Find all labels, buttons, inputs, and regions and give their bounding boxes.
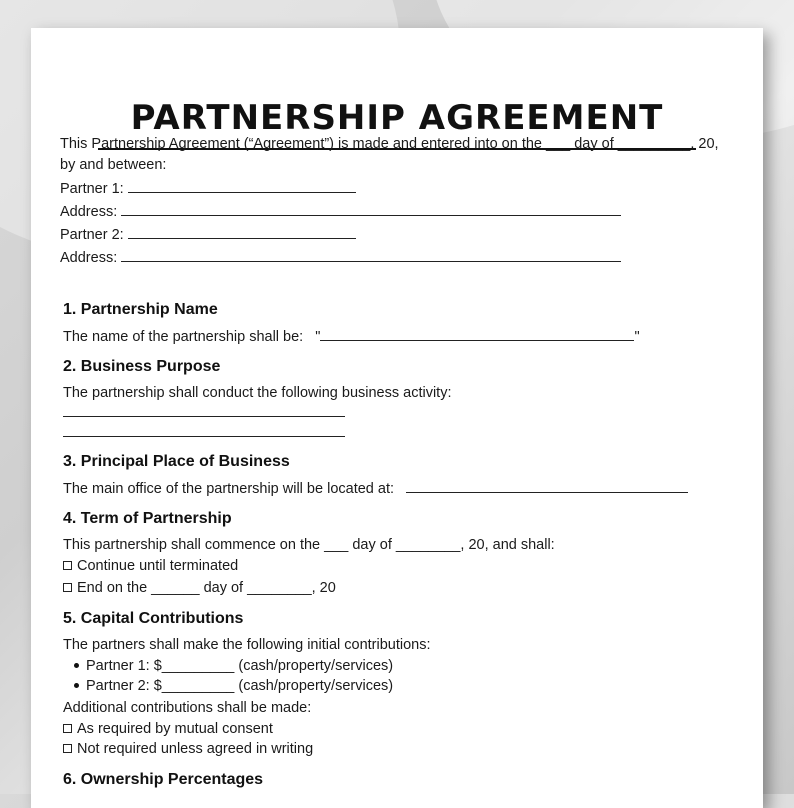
contribution-partner2: Partner 2: $_________ (cash/property/services) xyxy=(86,678,394,694)
contribution-option-2[interactable] xyxy=(63,741,313,757)
section-4-heading: 4. Term of Partnership xyxy=(63,510,232,527)
office-location-field[interactable] xyxy=(406,480,688,493)
intro-line-2: by and between: xyxy=(60,157,167,173)
business-activity-field-1[interactable] xyxy=(63,404,345,421)
contribution-partner1: Partner 1: $_________ (cash/property/services) xyxy=(86,658,394,674)
bullet-icon xyxy=(74,683,79,688)
checkbox-icon[interactable] xyxy=(63,744,72,753)
quote-open: " xyxy=(315,329,321,345)
checkbox-icon[interactable] xyxy=(63,583,72,592)
address1-row xyxy=(60,203,621,220)
section-1-heading: 1. Partnership Name xyxy=(63,301,218,318)
term-option-2[interactable] xyxy=(63,580,336,596)
contribution-option-1[interactable] xyxy=(63,721,273,737)
address1-field[interactable] xyxy=(121,203,621,216)
contribution-item xyxy=(60,658,393,674)
address2-row xyxy=(60,249,621,266)
partner2-row xyxy=(60,226,356,243)
document-page xyxy=(31,28,763,808)
section-4-text: This partnership shall commence on the ___ day of ________, 20, and shall: xyxy=(63,537,555,553)
checkbox-icon[interactable] xyxy=(63,724,72,733)
address2-label: Address: xyxy=(60,250,118,266)
partnership-name-field[interactable] xyxy=(320,328,634,341)
partner1-label: Partner 1: xyxy=(60,181,124,197)
section-3-text: The main office of the partnership will be located at: xyxy=(63,481,395,497)
document-title: PARTNERSHIP AGREEMENT xyxy=(130,98,664,138)
section-2-text: The partnership shall conduct the following business activity: xyxy=(63,385,452,401)
contribution-option-2-label: Not required unless agreed in writing xyxy=(77,741,314,757)
business-activity-field-2[interactable] xyxy=(63,424,345,441)
quote-close: " xyxy=(634,329,640,345)
contribution-option-1-label: As required by mutual consent xyxy=(77,721,273,737)
bullet-icon xyxy=(74,663,79,668)
section-5-heading: 5. Capital Contributions xyxy=(63,610,244,627)
additional-contributions-text: Additional contributions shall be made: xyxy=(63,700,312,716)
address2-field[interactable] xyxy=(121,249,621,262)
section-3-row xyxy=(63,480,688,497)
section-5-text: The partners shall make the following initial contributions: xyxy=(63,637,431,653)
address1-label: Address: xyxy=(60,204,118,220)
intro-line-1: This Partnership Agreement (“Agreement”) is made and entered into on the ___ day of _________, 20, xyxy=(60,136,719,152)
section-1-row xyxy=(63,328,640,345)
section-2-heading: 2. Business Purpose xyxy=(63,358,221,375)
term-option-2-label: End on the ______ day of ________, 20 xyxy=(77,580,336,596)
section-6-heading: 6. Ownership Percentages xyxy=(63,771,264,788)
checkbox-icon[interactable] xyxy=(63,561,72,570)
partner1-row xyxy=(60,180,356,197)
partner2-field[interactable] xyxy=(128,226,356,239)
partner1-field[interactable] xyxy=(128,180,356,193)
term-option-1[interactable] xyxy=(63,558,238,574)
section-1-text: The name of the partnership shall be: xyxy=(63,329,304,345)
section-3-heading: 3. Principal Place of Business xyxy=(63,453,290,470)
term-option-1-label: Continue until terminated xyxy=(77,558,239,574)
contribution-item xyxy=(60,678,393,694)
partner2-label: Partner 2: xyxy=(60,227,124,243)
